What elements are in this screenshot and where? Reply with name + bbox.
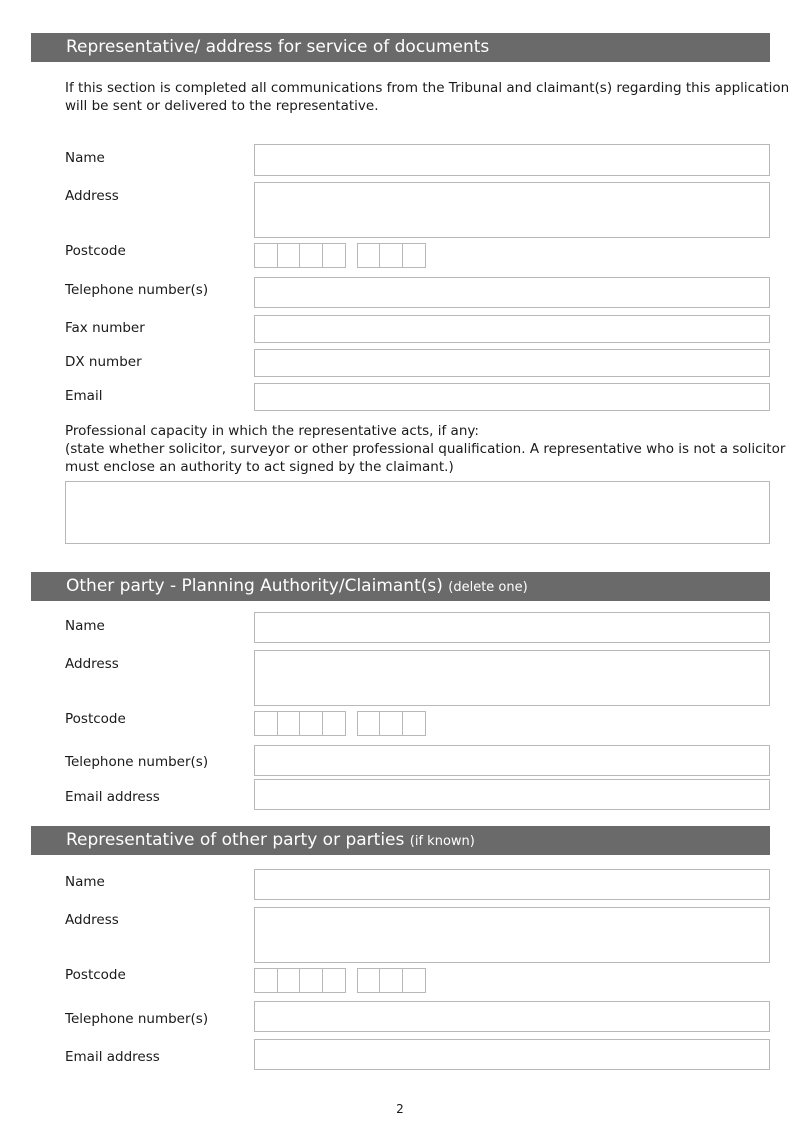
postcode-cell[interactable]	[255, 244, 278, 267]
rep-name-field[interactable]	[254, 144, 770, 176]
other-party-name-field[interactable]	[254, 612, 770, 643]
other-party-address-field[interactable]	[254, 650, 770, 706]
address-label: Address	[65, 188, 119, 204]
postcode-cell[interactable]	[380, 969, 402, 992]
telephone-label: Telephone number(s)	[65, 754, 209, 770]
rep-capacity-field[interactable]	[65, 481, 770, 544]
postcode-cell[interactable]	[300, 969, 323, 992]
rep-email-field[interactable]	[254, 383, 770, 411]
rep-postcode-outward[interactable]	[254, 243, 346, 268]
other-party-email-field[interactable]	[254, 779, 770, 810]
other-party-telephone-field[interactable]	[254, 745, 770, 776]
dx-label: DX number	[65, 354, 142, 370]
telephone-label: Telephone number(s)	[65, 1011, 209, 1027]
section-header-representative	[31, 33, 770, 62]
postcode-cell[interactable]	[255, 712, 278, 735]
postcode-cell[interactable]	[300, 712, 323, 735]
postcode-cell[interactable]	[358, 244, 380, 267]
postcode-cell[interactable]	[403, 244, 425, 267]
postcode-cell[interactable]	[255, 969, 278, 992]
other-rep-postcode-outward[interactable]	[254, 968, 346, 993]
postcode-label: Postcode	[65, 967, 126, 983]
section-title: Representative of other party or parties	[66, 830, 405, 850]
email-label: Email address	[65, 789, 160, 805]
postcode-cell[interactable]	[323, 969, 346, 992]
fax-label: Fax number	[65, 320, 145, 336]
postcode-label: Postcode	[65, 711, 126, 727]
postcode-cell[interactable]	[300, 244, 323, 267]
rep-telephone-field[interactable]	[254, 277, 770, 308]
telephone-label: Telephone number(s)	[65, 282, 209, 298]
postcode-label: Postcode	[65, 243, 126, 259]
rep-fax-field[interactable]	[254, 315, 770, 343]
postcode-cell[interactable]	[278, 712, 301, 735]
email-label: Email address	[65, 1049, 160, 1065]
postcode-cell[interactable]	[380, 244, 402, 267]
address-label: Address	[65, 656, 119, 672]
postcode-cell[interactable]	[278, 969, 301, 992]
section-header-other-party	[31, 572, 770, 601]
other-rep-name-field[interactable]	[254, 869, 770, 900]
other-rep-address-field[interactable]	[254, 907, 770, 963]
postcode-cell[interactable]	[323, 712, 346, 735]
email-label: Email	[65, 388, 103, 404]
name-label: Name	[65, 150, 105, 166]
postcode-cell[interactable]	[358, 969, 380, 992]
other-rep-email-field[interactable]	[254, 1039, 770, 1070]
postcode-cell[interactable]	[403, 712, 425, 735]
address-label: Address	[65, 912, 119, 928]
postcode-cell[interactable]	[380, 712, 402, 735]
postcode-cell[interactable]	[358, 712, 380, 735]
rep-dx-field[interactable]	[254, 349, 770, 377]
name-label: Name	[65, 874, 105, 890]
section-header-other-representative	[31, 826, 770, 855]
other-party-postcode-outward[interactable]	[254, 711, 346, 736]
section-title-note: (delete one)	[448, 580, 528, 595]
postcode-cell[interactable]	[278, 244, 301, 267]
name-label: Name	[65, 618, 105, 634]
other-rep-postcode-inward[interactable]	[357, 968, 426, 993]
section-title: Other party - Planning Authority/Claimant(s)	[66, 576, 443, 596]
section-title-note: (if known)	[409, 834, 475, 849]
postcode-cell[interactable]	[403, 969, 425, 992]
rep-postcode-inward[interactable]	[357, 243, 426, 268]
page-number: 2	[396, 1102, 404, 1116]
postcode-cell[interactable]	[323, 244, 346, 267]
rep-address-field[interactable]	[254, 182, 770, 238]
capacity-instructions: Professional capacity in which the representative acts, if any: (state whether solicitor, surveyor or other professional qualification. A representative who is not a solicitor must enclose an authority to act signed by the claimant.)	[65, 423, 786, 475]
section-title: Representative/ address for service of documents	[66, 37, 490, 57]
other-party-postcode-inward[interactable]	[357, 711, 426, 736]
intro-text: If this section is completed all communications from the Tribunal and claimant(s) regarding this application will be sent or delivered to the representative.	[65, 80, 790, 114]
other-rep-telephone-field[interactable]	[254, 1001, 770, 1032]
